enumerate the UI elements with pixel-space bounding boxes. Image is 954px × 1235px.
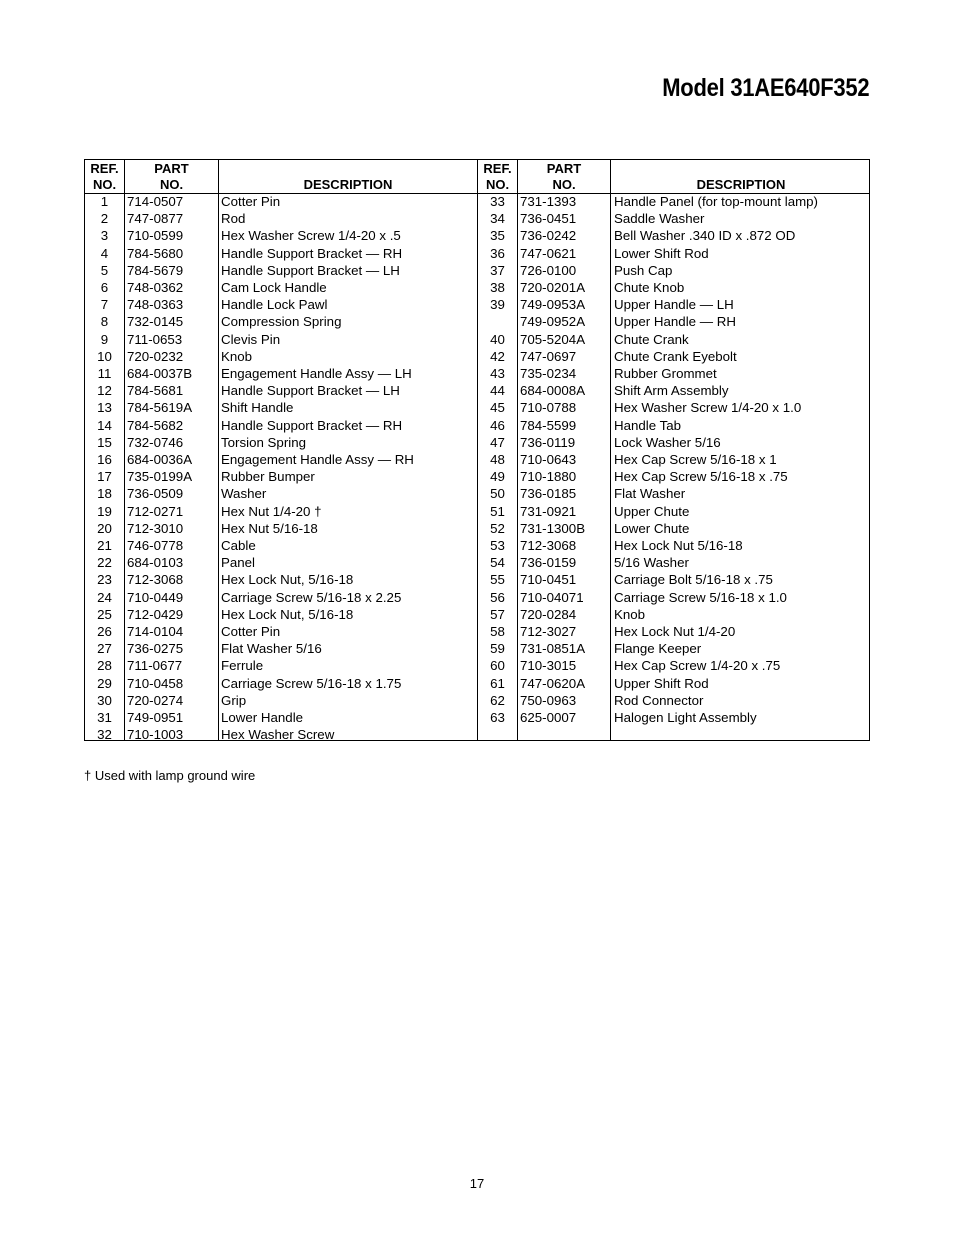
ref-no-cell: 47 [490,434,505,450]
description-cell: Flange Keeper [614,641,702,657]
description-cell: Rod Connector [614,692,704,708]
table-row [85,571,869,588]
ref-no-cell: 51 [490,503,505,519]
description-cell: Cam Lock Handle [221,280,327,295]
description-cell: Hex Washer Screw 1/4-20 x .5 [221,228,401,244]
part-no-cell: 710-0643 [520,452,577,467]
ref-no-cell: 53 [490,538,505,553]
description-cell: Cotter Pin [221,194,281,209]
ref-no-cell: 18 [97,486,112,502]
description-cell: Push Cap [614,262,673,278]
part-no-cell: 736-0242 [520,228,577,244]
part-no-cell: 747-0877 [127,211,184,227]
table-row [85,313,869,330]
description-cell: Torsion Spring [221,434,306,450]
ref-no-cell: 25 [97,606,112,622]
description-cell: Flat Washer 5/16 [221,641,322,657]
ref-no-cell: 62 [490,692,505,708]
ref-no-cell: 39 [490,297,505,313]
part-no-cell: 720-0201A [520,280,586,295]
table-row [85,726,869,743]
ref-no-cell: 54 [490,555,505,571]
part-no-cell: 748-0363 [127,297,184,313]
ref-no-cell: 46 [490,417,505,433]
part-no-cell: 710-0788 [520,400,577,416]
part-no-cell: 784-5681 [127,383,184,399]
table-row [85,210,869,227]
description-cell: Clevis Pin [221,331,281,347]
description-cell: Hex Washer Screw 1/4-20 x 1.0 [614,400,802,416]
part-no-cell: 720-0232 [127,348,184,364]
description-cell: Upper Shift Rod [614,675,709,691]
description-cell: Hex Lock Nut, 5/16-18 [221,606,354,622]
description-cell: Saddle Washer [614,211,705,227]
description-cell: Lower Shift Rod [614,245,709,261]
table-row [85,692,869,709]
part-no-cell: 710-04071 [520,589,584,605]
description-cell: Rod [221,211,246,227]
description-cell: Halogen Light Assembly [614,710,757,725]
table-row [85,657,869,674]
table-row [85,675,869,692]
description-cell: Handle Tab [614,417,682,433]
ref-no-cell: 33 [490,194,505,209]
footnote: † Used with lamp ground wire [84,768,256,783]
ref-no-cell: 52 [490,520,505,536]
part-no-cell: 684-0008A [520,383,586,399]
ref-no-cell: 50 [490,486,505,502]
description-cell: Carriage Bolt 5/16-18 x .75 [614,572,773,588]
ref-no-cell: 3 [100,228,109,244]
description-cell: Flat Washer [614,486,686,502]
description-cell: Handle Lock Pawl [221,297,328,313]
description-cell: Upper Handle — RH [614,314,736,330]
description-cell: Ferrule [221,658,264,674]
table-row [85,640,869,657]
ref-no-cell: 8 [100,314,109,330]
part-no-cell: 749-0953A [520,297,586,313]
description-cell: Knob [614,606,646,622]
ref-no-cell: 15 [97,434,112,450]
table-row [85,554,869,571]
description-cell: Washer [221,486,267,502]
part-no-cell: 747-0620A [520,675,586,691]
table-row [85,245,869,262]
table-row [85,331,869,348]
ref-no-cell: 14 [97,417,112,433]
description-cell: Shift Arm Assembly [614,383,729,399]
description-cell: Upper Chute [614,503,690,519]
table-row [85,520,869,537]
ref-no-cell: 27 [97,641,112,657]
table-row [85,348,869,365]
description-cell: Carriage Screw 5/16-18 x 2.25 [221,589,402,605]
parts-table [84,159,870,741]
description-cell: Compression Spring [221,314,342,330]
part-no-cell: 684-0036A [127,452,193,467]
part-no-cell: 735-0234 [520,366,577,381]
table-row [85,296,869,313]
ref-no-cell: 6 [100,280,109,295]
part-no-cell: 747-0697 [520,348,577,364]
description-cell: Handle Support Bracket — RH [221,245,403,261]
description-cell: Hex Cap Screw 5/16-18 x 1 [614,452,777,467]
part-no-cell: 784-5599 [520,417,577,433]
ref-no-cell: 38 [490,280,505,295]
description-cell: Chute Knob [614,280,685,295]
ref-no-cell: 1 [100,194,109,209]
ref-no-cell: 21 [97,538,112,553]
description-cell: Hex Nut 5/16-18 [221,520,318,536]
ref-no-cell: 40 [490,331,505,347]
ref-no-cell: 10 [97,348,112,364]
part-no-cell: 712-0429 [127,606,184,622]
description-cell: Engagement Handle Assy — LH [221,366,412,381]
ref-no-cell: 16 [97,452,112,467]
ref-no-cell: 11 [97,366,112,381]
part-no-cell: 736-0509 [127,486,184,502]
description-cell: Hex Lock Nut, 5/16-18 [221,572,354,588]
ref-no-cell: 60 [490,658,505,674]
table-row [85,451,869,468]
table-row [85,589,869,606]
ref-no-cell: 17 [97,469,112,485]
ref-no-cell: 22 [97,555,112,571]
description-cell: Chute Crank [614,331,689,347]
ref-no-cell: 32 [97,727,112,743]
part-no-cell: 731-1300B [520,520,586,536]
table-row [85,623,869,640]
table-row [85,279,869,296]
part-no-cell: 731-1393 [520,194,577,209]
table-row [85,365,869,382]
description-cell: Hex Washer Screw [221,727,335,743]
table-row [85,606,869,623]
ref-no-cell: 58 [490,624,505,639]
part-no-cell: 684-0037B [127,366,193,381]
ref-no-cell: 55 [490,572,505,588]
table-row [85,262,869,279]
description-cell: Carriage Screw 5/16-18 x 1.0 [614,589,787,605]
part-no-cell: 714-0507 [127,194,184,209]
description-cell: Handle Panel (for top-mount lamp) [614,194,818,209]
part-no-cell: 705-5204A [520,331,586,347]
description-cell: Handle Support Bracket — RH [221,417,403,433]
ref-no-cell: 31 [97,710,112,725]
part-no-cell: 712-0271 [127,503,184,519]
description-cell: Hex Lock Nut 1/4-20 [614,624,736,639]
part-no-cell: 731-0921 [520,503,577,519]
part-no-cell: 712-3027 [520,624,577,639]
part-no-cell: 711-0677 [127,658,183,674]
part-no-cell: 749-0951 [127,710,184,725]
ref-no-cell: 24 [97,589,112,605]
description-cell: Engagement Handle Assy — RH [221,452,414,467]
part-no-cell: 625-0007 [520,710,577,725]
header-part-no-left: PART NO. [154,161,189,192]
part-no-cell: 784-5680 [127,245,184,261]
part-no-cell: 711-0653 [127,331,183,347]
table-row [85,399,869,416]
ref-no-cell: 63 [490,710,505,725]
part-no-cell: 736-0275 [127,641,184,657]
part-no-cell: 736-0119 [520,434,576,450]
description-cell: Hex Cap Screw 1/4-20 x .75 [614,658,781,674]
ref-no-cell: 48 [490,452,505,467]
ref-no-cell: 44 [490,383,505,399]
description-cell: Hex Nut 1/4-20 † [221,503,322,519]
description-cell: Lock Washer 5/16 [614,434,721,450]
header-ref-no-right: REF. NO. [483,161,512,192]
part-no-cell: 720-0284 [520,606,577,622]
part-no-cell: 710-1003 [127,727,184,743]
part-no-cell: 731-0851A [520,641,586,657]
ref-no-cell: 7 [100,297,109,313]
ref-no-cell: 26 [97,624,112,639]
description-cell: Lower Handle [221,710,304,725]
description-cell: Grip [221,692,247,708]
table-row [85,503,869,520]
description-cell: Hex Cap Screw 5/16-18 x .75 [614,469,788,485]
table-row [85,485,869,502]
part-no-cell: 784-5682 [127,417,184,433]
part-no-cell: 732-0746 [127,434,184,450]
ref-no-cell: 34 [490,211,505,227]
part-no-cell: 732-0145 [127,314,184,330]
ref-no-cell: 13 [97,400,112,416]
part-no-cell: 710-0458 [127,675,184,691]
ref-no-cell: 29 [97,675,112,691]
description-cell: Rubber Grommet [614,366,717,381]
ref-no-cell: 28 [97,658,112,674]
table-row [85,417,869,434]
header-part-no-right: PART NO. [546,161,582,192]
ref-no-cell: 4 [100,245,109,261]
description-cell: Carriage Screw 5/16-18 x 1.75 [221,675,402,691]
table-row [85,709,869,726]
part-no-cell: 784-5679 [127,262,184,278]
ref-no-cell: 19 [97,503,112,519]
description-cell: 5/16 Washer [614,555,689,571]
ref-no-cell: 56 [490,589,505,605]
description-cell: Shift Handle [221,400,294,416]
page-number: 17 [469,1176,485,1191]
part-no-cell: 714-0104 [127,624,184,639]
part-no-cell: 710-3015 [520,658,577,674]
ref-no-cell: 59 [490,641,505,657]
ref-no-cell: 36 [490,245,505,261]
ref-no-cell: 35 [490,228,505,244]
description-cell: Cotter Pin [221,624,281,639]
description-cell: Knob [221,348,253,364]
ref-no-cell: 30 [97,692,112,708]
part-no-cell: 750-0963 [520,692,577,708]
part-no-cell: 710-0599 [127,228,184,244]
description-cell: Chute Crank Eyebolt [614,348,737,364]
ref-no-cell: 9 [100,331,109,347]
description-cell: Handle Support Bracket — LH [221,383,400,399]
ref-no-cell: 57 [490,606,505,622]
header-description-right: DESCRIPTION [696,177,786,192]
part-no-cell: 749-0952A [520,314,586,330]
part-no-cell: 735-0199A [127,469,193,485]
ref-no-cell: 61 [490,675,505,691]
ref-no-cell: 2 [100,211,109,227]
table-row [85,227,869,244]
description-cell: Panel [221,555,256,571]
description-cell: Lower Chute [614,520,690,536]
ref-no-cell: 43 [490,366,505,381]
part-no-cell: 746-0778 [127,538,184,553]
ref-no-cell: 49 [490,469,505,485]
table-row [85,434,869,451]
part-no-cell: 712-3068 [520,538,577,553]
ref-no-cell: 45 [490,400,505,416]
table-row [85,468,869,485]
part-no-cell: 712-3010 [127,520,184,536]
part-no-cell: 710-0451 [520,572,577,588]
header-description-left: DESCRIPTION [303,177,393,192]
ref-no-cell: 42 [490,348,505,364]
table-row [85,193,869,210]
header-ref-no-left: REF. NO. [90,161,119,192]
part-no-cell: 736-0451 [520,211,577,227]
part-no-cell: 726-0100 [520,262,577,278]
page-title: Model 31AE640F352 [661,74,869,102]
description-cell: Handle Support Bracket — LH [221,262,400,278]
table-row [85,537,869,554]
ref-no-cell: 5 [100,262,109,278]
table-row [85,382,869,399]
description-cell: Rubber Bumper [221,469,315,485]
description-cell: Hex Lock Nut 5/16-18 [614,538,743,553]
ref-no-cell: 37 [490,262,505,278]
part-no-cell: 784-5619A [127,400,193,416]
part-no-cell: 684-0103 [127,555,184,571]
description-cell: Cable [221,538,256,553]
part-no-cell: 712-3068 [127,572,184,588]
description-cell: Bell Washer .340 ID x .872 OD [614,228,796,244]
part-no-cell: 736-0159 [520,555,577,571]
part-no-cell: 748-0362 [127,280,184,295]
part-no-cell: 736-0185 [520,486,577,502]
description-cell: Upper Handle — LH [614,297,734,313]
part-no-cell: 720-0274 [127,692,184,708]
ref-no-cell: 12 [97,383,112,399]
ref-no-cell: 20 [97,520,112,536]
part-no-cell: 747-0621 [520,245,577,261]
part-no-cell: 710-1880 [520,469,577,485]
ref-no-cell: 23 [97,572,112,588]
part-no-cell: 710-0449 [127,589,184,605]
